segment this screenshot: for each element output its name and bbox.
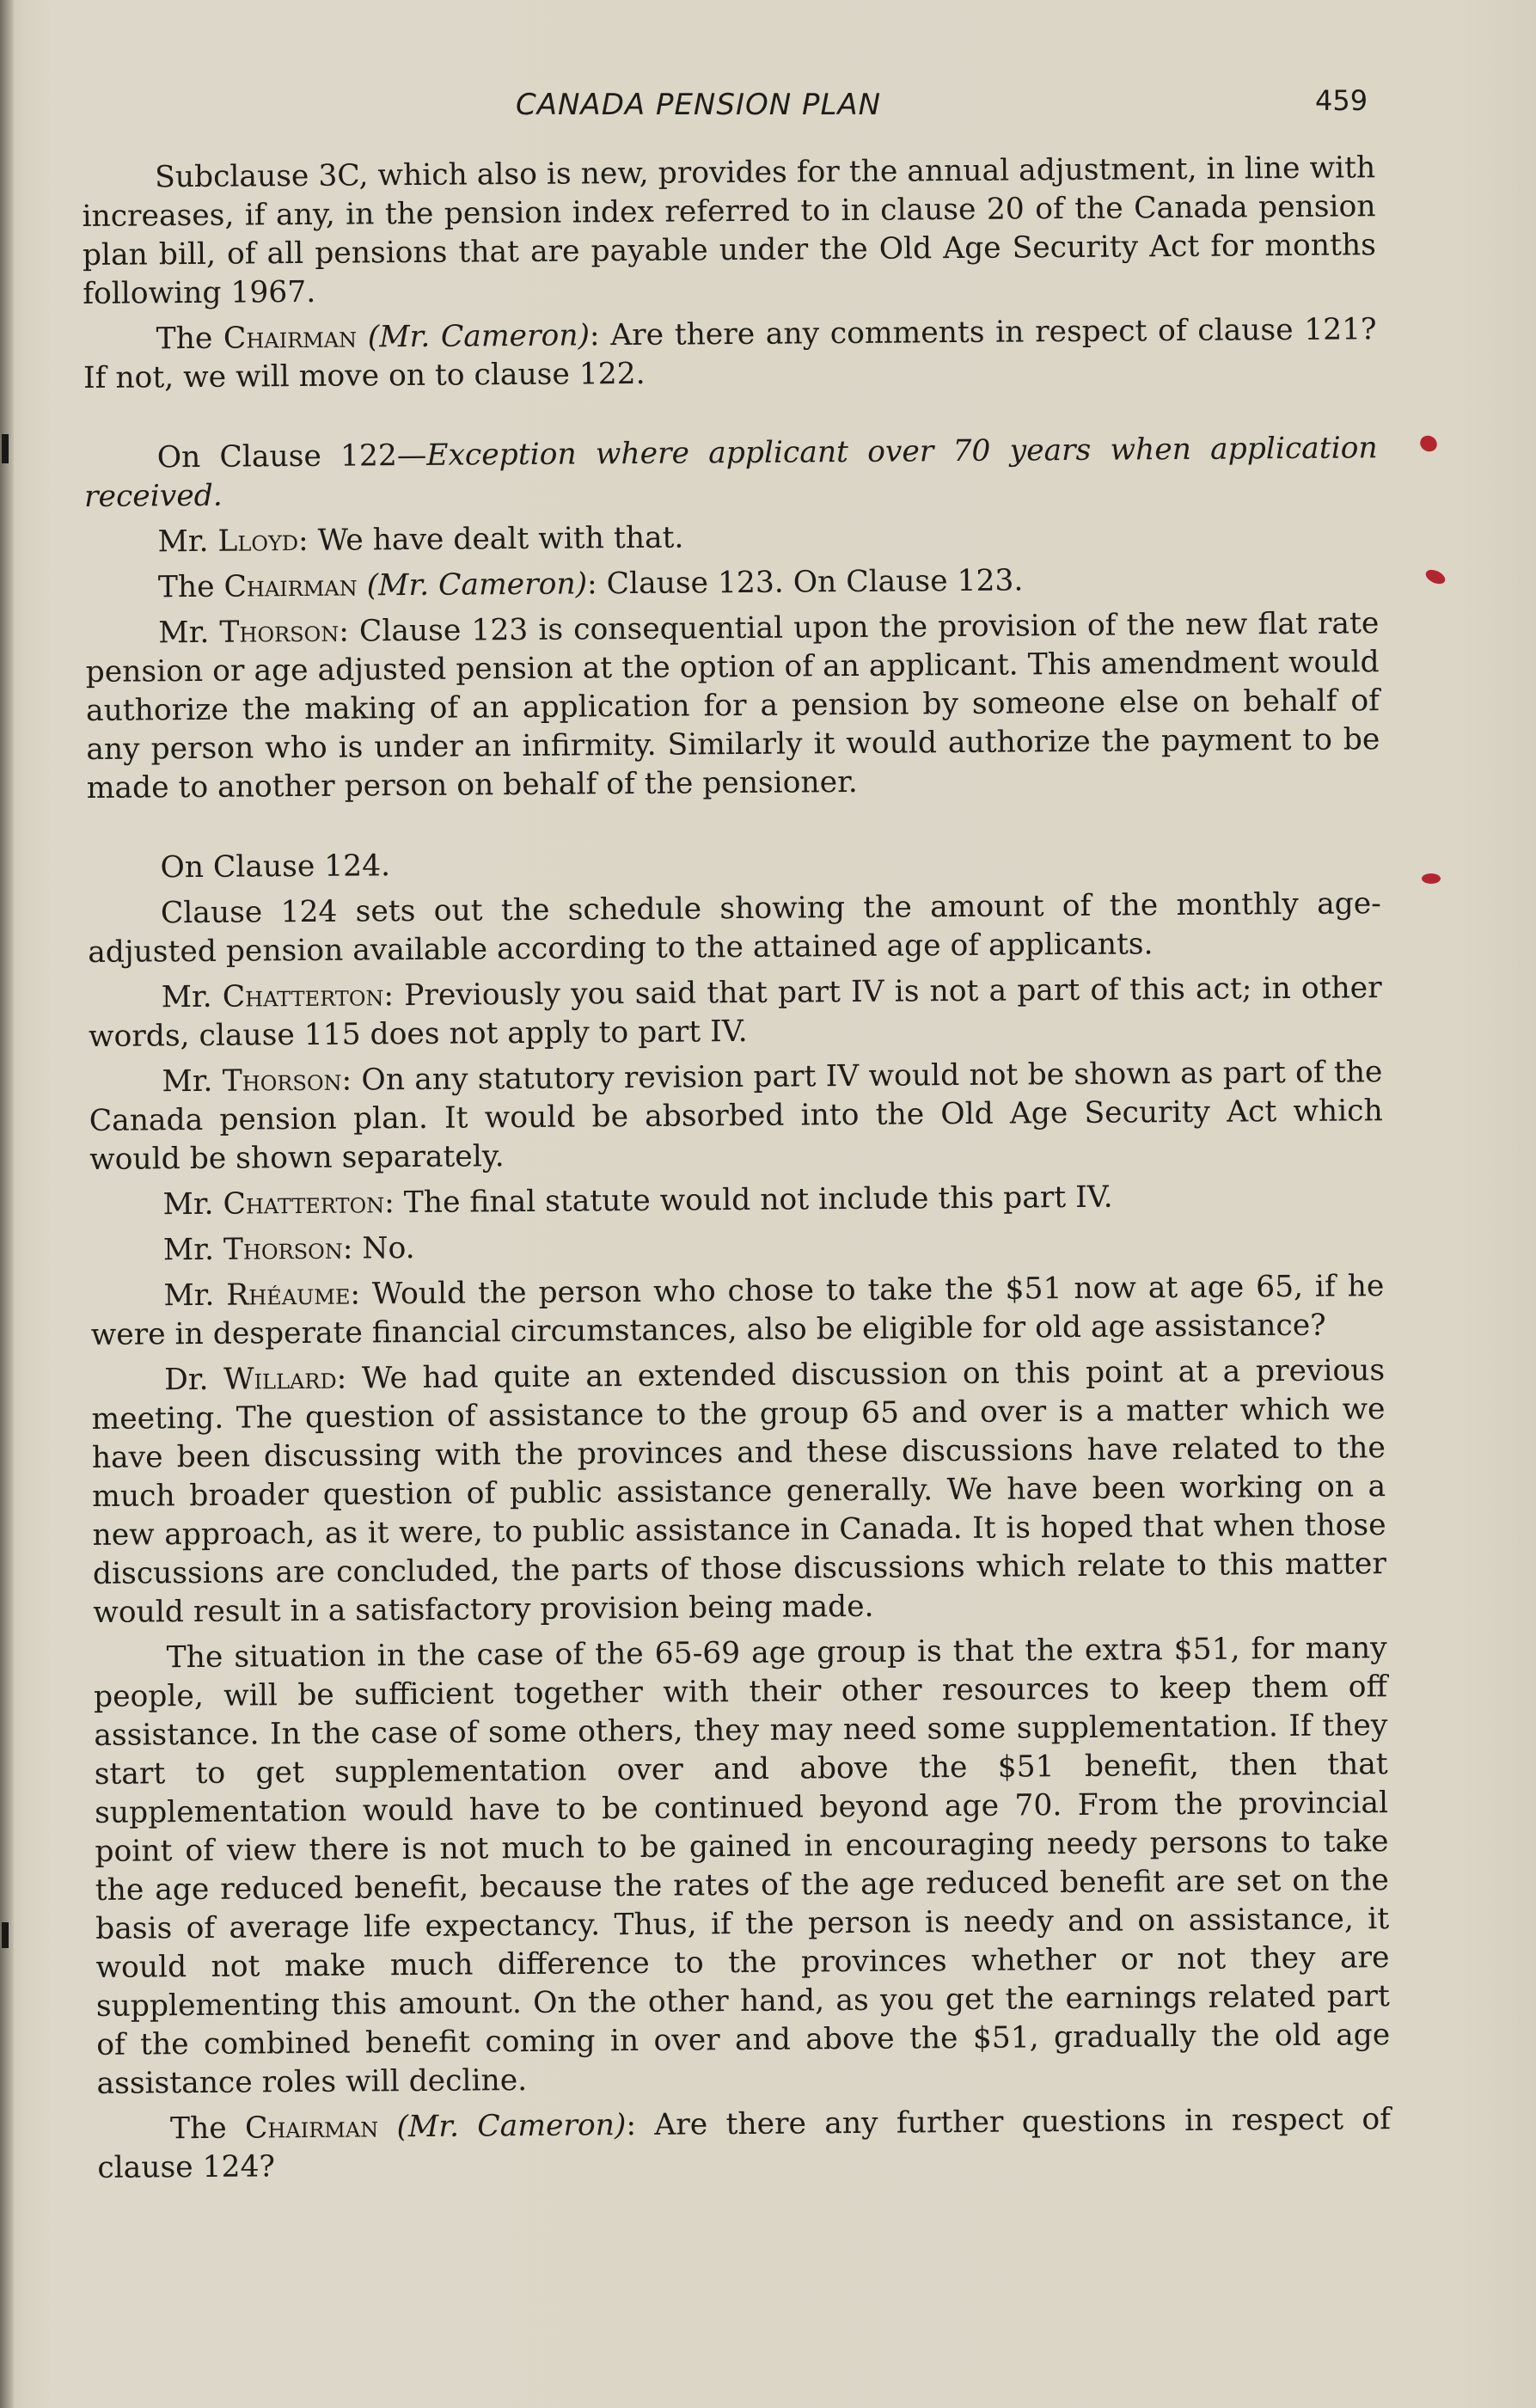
paragraph-text: : The final statute would not include this part IV. — [384, 1179, 1113, 1221]
paragraph-text: Subclause 3C, which also is new, provides for the annual adjustment, in line with increases, if any, in the pension index referred to in clause 20 of the Canada pension plan bill, of all pensions that are payable under the Old Age Security Act for months following 1967. — [82, 150, 1376, 311]
prefix: Mr. — [162, 1186, 223, 1222]
speaker-name: Thorson — [223, 1231, 343, 1267]
speaker-role: (Mr. Cameron) — [366, 567, 588, 604]
paragraph-text: : Previously you said that part IV is not a part of this act; in other words, clause 115 does not apply to part IV. — [88, 971, 1382, 1054]
prefix: Mr. — [157, 524, 218, 560]
red-margin-mark — [1422, 873, 1441, 884]
paragraph — [91, 1351, 1386, 1633]
paragraph-text: On Clause 124. — [160, 849, 391, 885]
paragraph — [97, 2100, 1392, 2188]
prefix: Dr. — [164, 1362, 224, 1398]
speaker-name: Chatterton — [222, 978, 384, 1014]
paragraph — [82, 149, 1376, 314]
speaker-name: Willard — [223, 1361, 337, 1397]
speaker-name: Chairman — [244, 2110, 379, 2146]
paragraph-text: : No. — [342, 1230, 415, 1266]
paragraph-text: : Clause 123. On Clause 123. — [586, 563, 1024, 602]
paragraph — [83, 310, 1377, 398]
paragraph — [90, 1222, 1384, 1271]
prefix: Mr. — [162, 1232, 224, 1268]
prefix: The — [169, 2111, 246, 2147]
speaker-name: Lloyd — [217, 524, 299, 559]
paragraph — [88, 885, 1382, 972]
body-text — [82, 149, 1392, 2195]
speaker-name: Chairman — [223, 568, 358, 604]
book-spine-shadow — [0, 0, 14, 2408]
red-margin-mark — [1417, 432, 1440, 455]
speaker-name: Thorson — [222, 1063, 342, 1099]
paragraph-text: Clause 124 sets out the schedule showing the amount of the monthly age-adjusted pension available according to the attained age of applicants. — [88, 886, 1382, 970]
prefix: The — [157, 569, 224, 605]
clause-heading — [84, 429, 1379, 517]
paragraph — [88, 969, 1382, 1057]
speaker-role: (Mr. Cameron) — [396, 2108, 627, 2145]
paragraph-text: : We had quite an extended discussion on this point at a previous meeting. The question of assistance to the group 65 and over is a matter which we have been discussing with the provinces and these discussions have related to the much broader question of public assistance generally. We have been working on a new approach, as it were, to public assistance in Canada. It is hoped that when those discussions are concluded, the parts of those discussions which relate to this matter would result in a satisfactory provision being made. — [91, 1353, 1387, 1630]
clause-heading — [87, 839, 1380, 888]
running-title: CANADA PENSION PLAN — [516, 88, 882, 122]
paragraph — [94, 1629, 1391, 2104]
prefix: Mr. — [161, 979, 223, 1015]
prefix: The — [156, 321, 224, 357]
speaker-name: Chatterton — [223, 1186, 385, 1222]
paragraph-text: : On any statutory revision part IV would not be shown as part of the Canada pension plan. It would be absorbed into the Old Age Security Act which would be shown separately. — [89, 1055, 1383, 1177]
prefix: Mr. — [163, 1278, 227, 1314]
paragraph — [85, 604, 1380, 808]
margin-tick-mark — [2, 434, 9, 463]
paragraph-text: : Are there any comments in respect of clause 121? If not, we will move on to clause 122. — [83, 312, 1377, 395]
paragraph-text: The situation in the case of the 65-69 age group is that the extra $51, for many people, will be sufficient together with their other resources to keep them off assistance. In the case of some others, they may need some supplementation. If they start to get supplementation over and above the $51 benefit, then that supplementation would have to be continued beyond age 70. From the provincial point of view there is not much to be gained in encouraging needy persons to take the age reduced benefit, because the rates of the age reduced benefit are set on the basis of average life expectancy. Thus, if the person is needy and on assistance, it would not make much difference to the provinces whether or not they are supplementing this amount. On the other hand, as you get the earnings related part of the combined benefit coming in over and above the $51, gradually the old age assistance roles will decline. — [93, 1631, 1391, 2101]
red-margin-mark — [1423, 567, 1447, 587]
speaker-role: (Mr. Cameron) — [367, 318, 591, 355]
paragraph — [89, 1053, 1383, 1179]
paragraph-text: : We have dealt with that. — [297, 520, 684, 559]
speaker-name: Thorson — [219, 614, 340, 650]
paragraph-text: : Are there any further questions in respect of clause 124? — [97, 2102, 1392, 2185]
paragraph — [84, 513, 1378, 562]
prefix: Mr. — [158, 615, 220, 651]
prefix: Mr. — [162, 1063, 223, 1100]
paragraph — [89, 1176, 1383, 1225]
speaker-name: Chairman — [223, 320, 358, 356]
speaker-name: Rhéaume — [226, 1277, 351, 1313]
running-header — [86, 84, 1375, 131]
paragraph — [85, 559, 1379, 608]
page-number: 459 — [1315, 84, 1368, 117]
prefix: On Clause 122— — [156, 438, 427, 475]
paragraph-text: : Clause 123 is consequential upon the provision of the new flat rate pension or age adjusted pension at the option of an applicant. This amendment would authorize the making of an application for a pension by someone else on behalf of any person who is under an infirmity. Similarly it would authorize the payment to be made to another person on behalf of the pensioner. — [85, 606, 1380, 806]
paragraph-text: : Would the person who chose to take the $51 now at age 65, if he were in desperate financial circumstances, also be eligible for old age assistance? — [90, 1269, 1385, 1352]
paragraph — [90, 1267, 1385, 1355]
clause-heading-italic: Exception where applicant over 70 years when application received. — [83, 431, 1378, 514]
margin-tick-mark — [2, 1922, 9, 1948]
